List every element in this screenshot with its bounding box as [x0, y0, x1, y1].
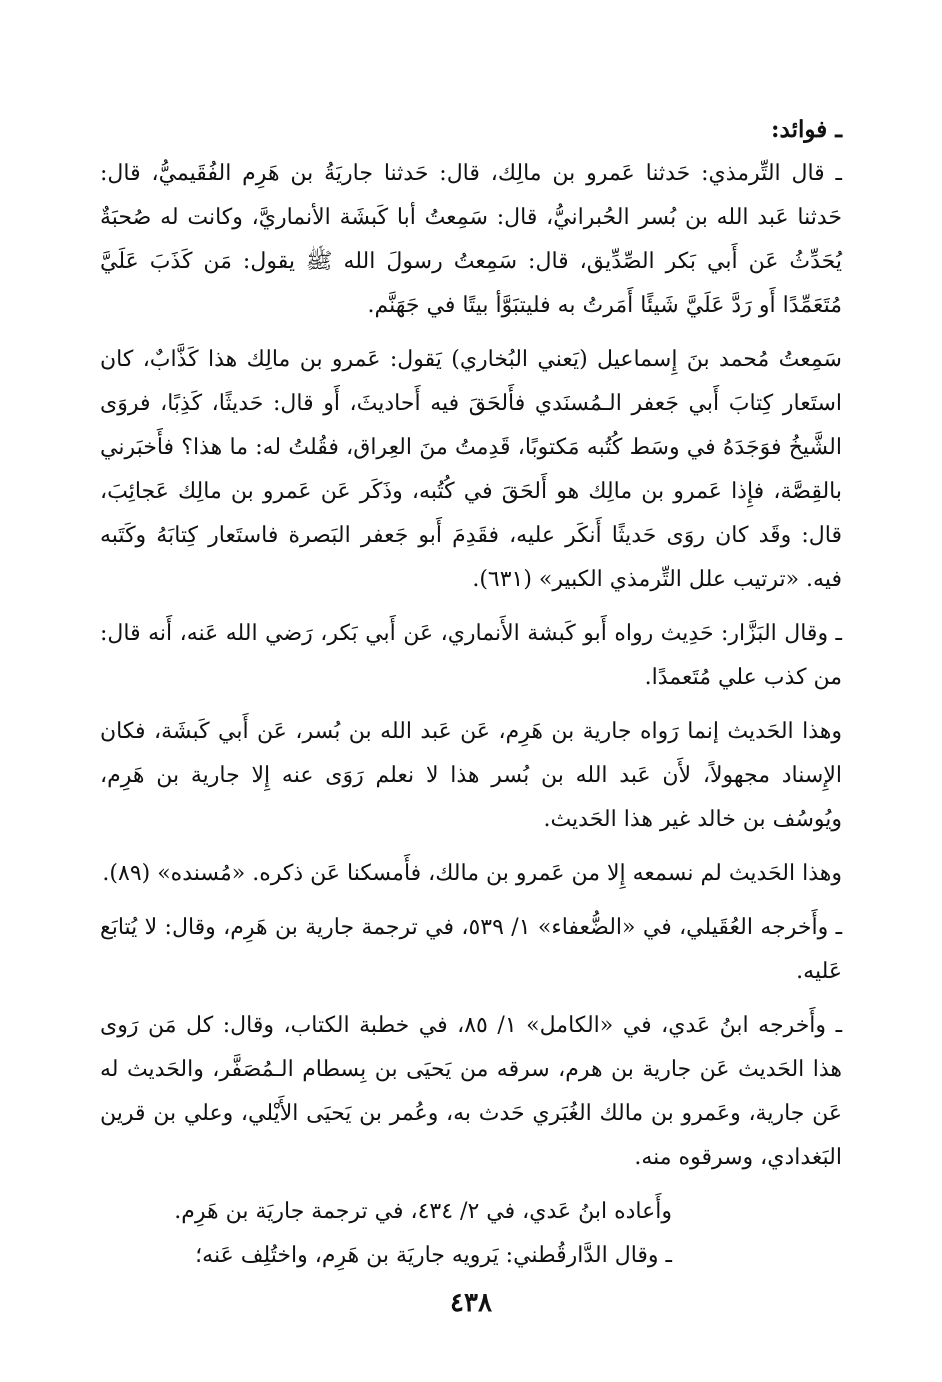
paragraph-ibn-adi: ـ وأَخرجه ابنُ عَدي، في «الكامل» ١/ ٨٥، في خطبة الكتاب، وقال: كل مَن رَوى هذا الحَديث عَن جارية بن هرم، سرقه من يَحيَى بن بِسطام الـمُصَفَّر، والحَديث له عَن جارية، وعَمرو بن مالك الغُبَري حَدث به، وعُمر بن يَحيَى الأَيْلي، وعلي بن قرين البَغدادي، وسرقوه منه.	[100, 1013, 843, 1170]
paragraph-uqayli: ـ وأَخرجه العُقَيلي، في «الضُّعفاء» ١/ ٥٣٩، في ترجمة جارية بن هَرِم، وقال: لا يُتابَع عَليه.	[100, 915, 843, 984]
section-heading: ـ فوائد:	[771, 116, 842, 143]
paragraph-tirmidhi-isnad: ـ قال التِّرمذي: حَدثنا عَمرو بن مالِك، قال: حَدثنا جاريَةُ بن هَرِم الفُقَيميُّ، قال: حَدثنا عَبد الله بن بُسر الحُبرانيُّ، قال: سَمِعتُ أبا كَبشَة الأنماريَّ، وكانت له صُحبَةٌ يُحَدِّثُ عَن أَبي بَكر الصِّدِّيق، قال: سَمِعتُ رسولَ الله ﷺ يقول: مَن كَذَبَ عَلَيَّ مُتَعَمِّدًا أَو رَدَّ عَلَيَّ شَيئًا أَمَرتُ به فليتبَوَّأ بيتًا في جَهَنَّم.	[100, 161, 843, 318]
paragraph-bazzar-isnad-note: وهذا الحَديث إنما رَواه جارية بن هَرِم، عَن عَبد الله بن بُسر، عَن أَبي كَبشَة، فكان الإِسناد مجهولاً، لأَن عَبد الله بن بُسر هذا لا نعلم رَوَى عنه إِلا جارية بن هَرِم، ويُوسُف بن خالد غير هذا الحَديث.	[100, 719, 842, 832]
paragraph-bazzar: ـ وقال البَزَّار: حَدِيث رواه أَبو كَبشة الأَنماري، عَن أَبي بَكر، رَضي الله عَنه، أَنه قال: من كذب علي مُتَعمدًا.	[100, 621, 842, 690]
line-daraqutni: ـ وقال الدَّارقُطني: يَرويه جاريَة بن هَرِم، واختُلِف عَنه؛	[195, 1243, 672, 1268]
line-ibn-adi-repeat: وأَعاده ابنُ عَدي، في ٢/ ٤٣٤، في ترجمة جاريَة بن هَرِم.	[174, 1199, 672, 1224]
paragraph-bukhari-comment: سَمِعتُ مُحمد بنَ إِسماعيل (يَعني البُخاري) يَقول: عَمرو بن مالِك هذا كَذَّابٌ، كان استَعار كِتابَ أَبي جَعفر الـمُسنَدي فأَلحَقَ فيه أَحاديثَ، أَو قال: حَديثًا، كَذِبًا، فروَى الشَّيخُ فوَجَدَهُ في وسَط كُتُبه مَكتوبًا، قَدِمتُ منَ العِراق، فقُلتُ له: ما هذا؟ فأَخبَرني بالقِصَّة، فإِذا عَمرو بن مالِك هو أَلحَقَ في كُتُبه، وذَكَر عَن عَمرو بن مالِك عَجائِبَ، قال: وقَد كان روَى حَديثًا أَنكَر عليه، فقَدِمَ أَبو جَعفر البَصرة فاستَعار كِتابَهُ وكَتَبه فيه. «ترتيب علل التِّرمذي الكبير» (٦٣١).	[100, 347, 842, 592]
page-number: ٤٣٨	[450, 1288, 492, 1318]
paragraph-bazzar-musnad: وهذا الحَديث لم نسمعه إِلا من عَمرو بن مالك، فأَمسكنا عَن ذكره. «مُسنده» (٨٩).	[102, 861, 842, 886]
page-body	[100, 108, 842, 1278]
